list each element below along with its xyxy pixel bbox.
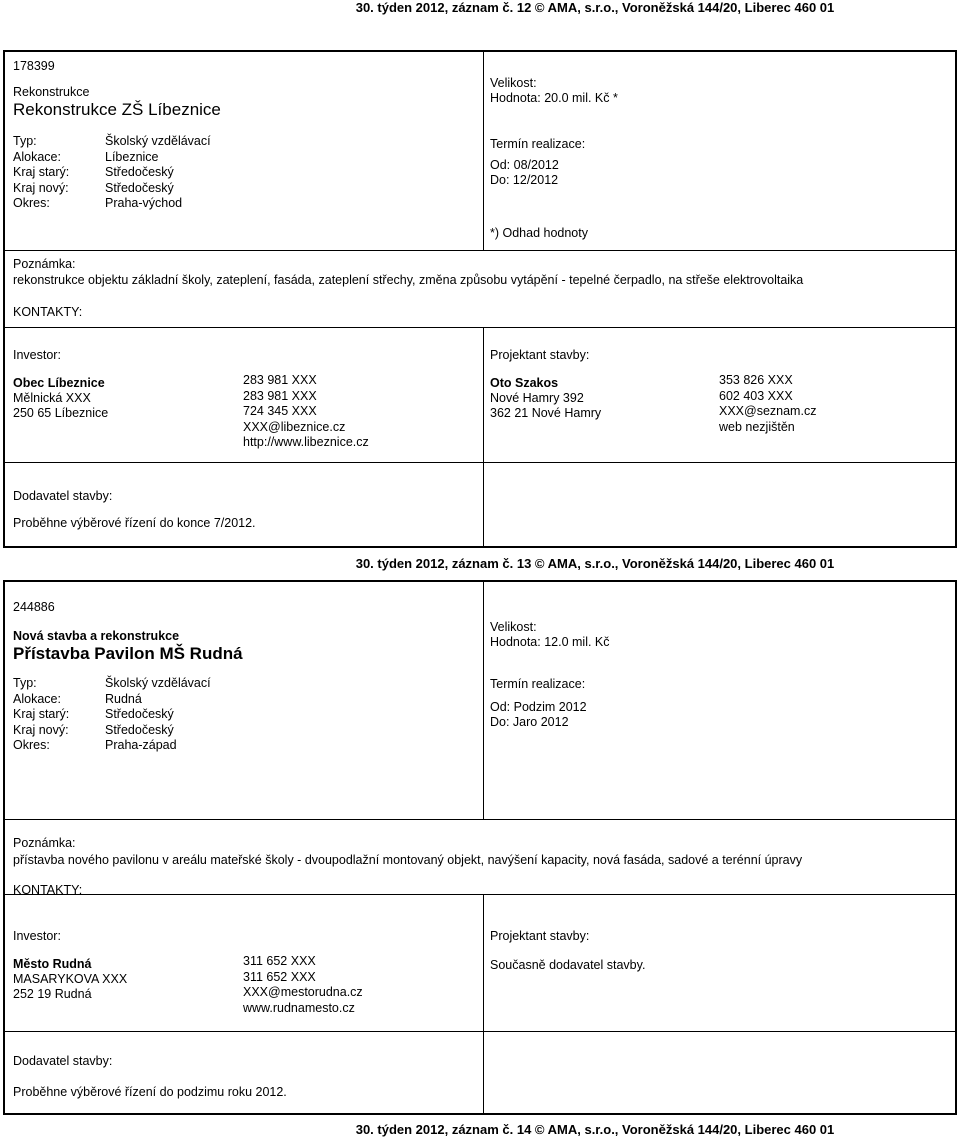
term-to: Do: 12/2012 bbox=[490, 173, 559, 187]
record-id: 178399 bbox=[13, 59, 55, 73]
supplier-text: Proběhne výběrové řízení do konce 7/2012. bbox=[13, 516, 256, 530]
contact-line: 602 403 XXX bbox=[719, 388, 793, 403]
note-label: Poznámka: bbox=[13, 836, 76, 850]
field-value: Středočeský bbox=[105, 180, 174, 195]
note-text: přístavba nového pavilonu v areálu mateřské školy - dvoupodlažní montovaný objekt, navýšení kapacity, nová fasáda, sadové a terénní úpravy bbox=[13, 853, 803, 867]
contact-line: web nezjištěn bbox=[719, 419, 795, 434]
field-label: Kraj starý: bbox=[13, 707, 70, 721]
designer-label: Projektant stavby: bbox=[490, 348, 590, 362]
investor-contacts bbox=[243, 373, 369, 451]
designer-text: Současně dodavatel stavby. bbox=[490, 958, 646, 972]
field-value: Školský vzdělávací bbox=[105, 676, 211, 690]
contact-line: www.rudnamesto.cz bbox=[243, 1000, 355, 1015]
field-label: Typ: bbox=[13, 676, 37, 690]
term-from: Od: 08/2012 bbox=[490, 158, 559, 172]
field-value: Středočeský bbox=[105, 165, 174, 179]
field-label: Okres: bbox=[13, 738, 50, 752]
term-from: Od: Podzim 2012 bbox=[490, 700, 587, 714]
investor-postcode: 252 19 Rudná bbox=[13, 987, 92, 1001]
size-value: Hodnota: 12.0 mil. Kč bbox=[490, 635, 610, 649]
investor-label: Investor: bbox=[13, 929, 61, 943]
note-text: rekonstrukce objektu základní školy, zateplení, fasáda, zateplení střechy, změna způsobu vytápění - tepelné čerpadlo, na střeše elektrovoltaika bbox=[13, 273, 804, 287]
field-value: Líbeznice bbox=[105, 149, 159, 164]
field-value: Praha-západ bbox=[105, 738, 177, 752]
designer-contacts bbox=[719, 373, 816, 435]
record-178399 bbox=[3, 50, 957, 548]
field-labels bbox=[13, 134, 69, 212]
page-header-13: 30. týden 2012, záznam č. 13 © AMA, s.r.o., Voroněžská 144/20, Liberec 460 01 bbox=[355, 556, 835, 571]
designer-postcode: 362 21 Nové Hamry bbox=[490, 406, 602, 420]
record-title: Rekonstrukce ZŠ Líbeznice bbox=[13, 100, 221, 119]
field-value: Rudná bbox=[105, 691, 142, 706]
size-label: Velikost: bbox=[490, 620, 537, 634]
field-label: Alokace: bbox=[13, 149, 61, 164]
supplier-label: Dodavatel stavby: bbox=[13, 1054, 113, 1068]
field-label: Okres: bbox=[13, 196, 50, 210]
record-244886 bbox=[3, 580, 957, 1115]
investor-label: Investor: bbox=[13, 348, 61, 362]
contacts-label: KONTAKTY: bbox=[13, 883, 83, 897]
contact-line: XXX@libeznice.cz bbox=[243, 419, 346, 434]
contact-line: 311 652 XXX bbox=[243, 969, 316, 984]
estimate-note: *) Odhad hodnoty bbox=[490, 226, 588, 240]
investor-address: Mělnická XXX bbox=[13, 391, 91, 405]
field-label: Kraj nový: bbox=[13, 722, 69, 737]
contact-line: XXX@mestorudna.cz bbox=[243, 985, 363, 999]
page-header-14: 30. týden 2012, záznam č. 14 © AMA, s.r.o., Voroněžská 144/20, Liberec 460 01 bbox=[355, 1122, 835, 1137]
designer-address: Nové Hamry 392 bbox=[490, 391, 584, 405]
field-labels bbox=[13, 676, 69, 754]
term-label: Termín realizace: bbox=[490, 677, 586, 691]
designer-label: Projektant stavby: bbox=[490, 929, 590, 943]
contact-line: http://www.libeznice.cz bbox=[243, 435, 369, 449]
record-kind: Nová stavba a rekonstrukce bbox=[13, 629, 180, 643]
note-label: Poznámka: bbox=[13, 257, 76, 271]
size-label: Velikost: bbox=[490, 76, 537, 90]
contact-line: XXX@seznam.cz bbox=[719, 404, 817, 418]
field-values bbox=[105, 676, 211, 754]
investor-name: Obec Líbeznice bbox=[13, 376, 105, 390]
term-to: Do: Jaro 2012 bbox=[490, 715, 569, 729]
contact-line: 283 981 XXX bbox=[243, 388, 317, 403]
investor-postcode: 250 65 Líbeznice bbox=[13, 406, 109, 420]
record-kind: Rekonstrukce bbox=[13, 85, 90, 99]
field-label: Typ: bbox=[13, 134, 37, 148]
supplier-text: Proběhne výběrové řízení do podzimu roku 2012. bbox=[13, 1085, 287, 1099]
investor-name: Město Rudná bbox=[13, 957, 92, 971]
term-label: Termín realizace: bbox=[490, 137, 586, 151]
contacts-label: KONTAKTY: bbox=[13, 305, 83, 319]
field-value: Školský vzdělávací bbox=[105, 134, 211, 148]
field-label: Kraj nový: bbox=[13, 180, 69, 195]
contact-line: 353 826 XXX bbox=[719, 373, 793, 387]
supplier-label: Dodavatel stavby: bbox=[13, 489, 113, 503]
field-values bbox=[105, 134, 211, 212]
size-value: Hodnota: 20.0 mil. Kč * bbox=[490, 91, 618, 105]
page-header-12: 30. týden 2012, záznam č. 12 © AMA, s.r.o., Voroněžská 144/20, Liberec 460 01 bbox=[355, 0, 835, 15]
investor-contacts bbox=[243, 954, 363, 1016]
field-value: Středočeský bbox=[105, 722, 174, 737]
record-title: Přístavba Pavilon MŠ Rudná bbox=[13, 644, 243, 663]
contact-line: 311 652 XXX bbox=[243, 954, 316, 968]
record-id: 244886 bbox=[13, 600, 55, 614]
field-label: Kraj starý: bbox=[13, 165, 70, 179]
contact-line: 283 981 XXX bbox=[243, 373, 317, 387]
investor-address: MASARYKOVA XXX bbox=[13, 972, 128, 986]
field-label: Alokace: bbox=[13, 691, 61, 706]
contact-line: 724 345 XXX bbox=[243, 404, 317, 418]
field-value: Praha-východ bbox=[105, 196, 183, 210]
designer-name: Oto Szakos bbox=[490, 376, 559, 390]
field-value: Středočeský bbox=[105, 707, 174, 721]
